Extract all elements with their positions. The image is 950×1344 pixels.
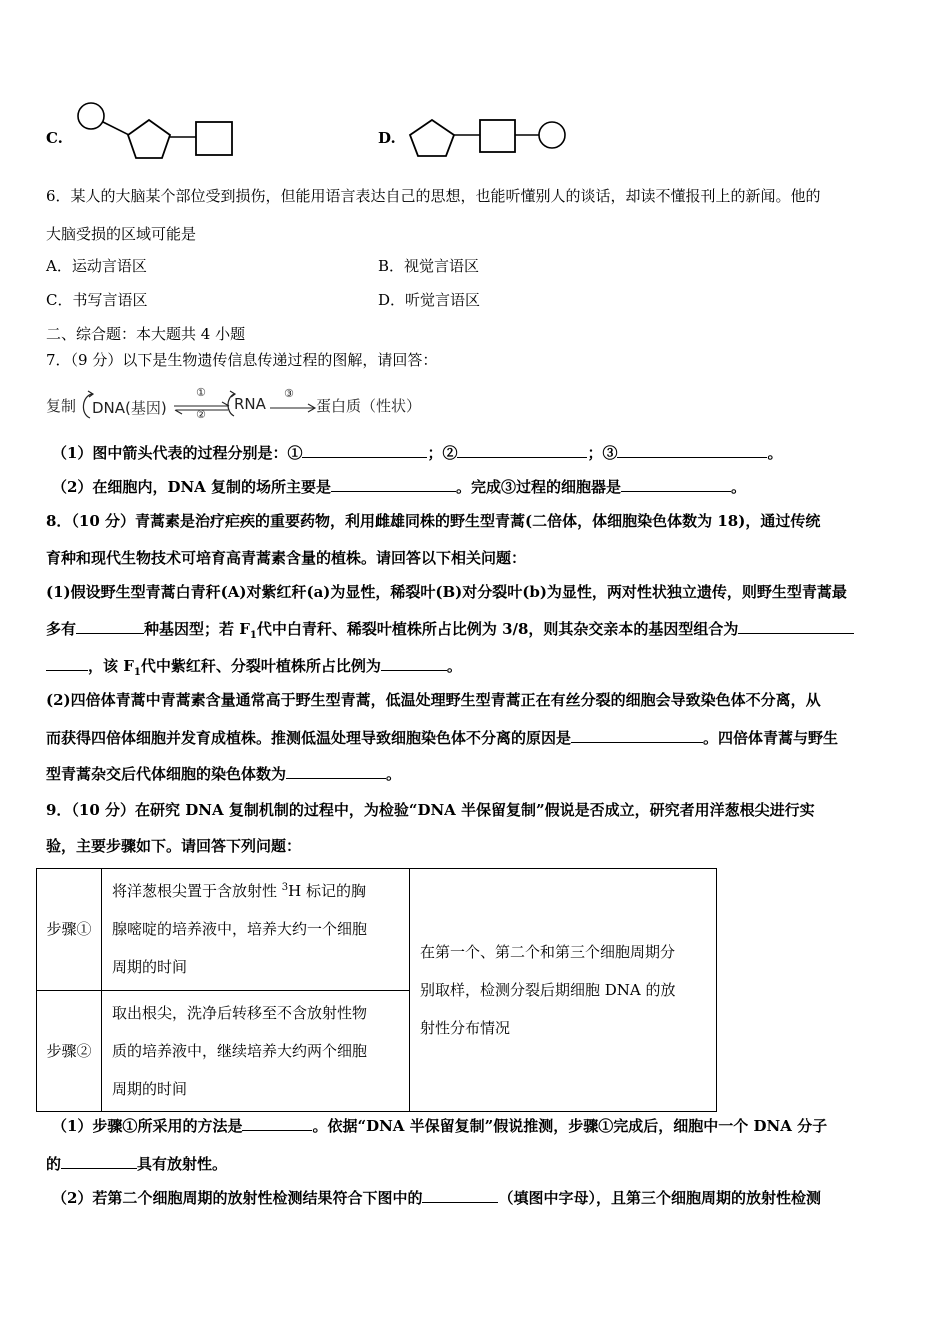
- q7-part2: （2）在细胞内，DNA 复制的场所主要是 。完成③过程的细胞器是 。: [52, 478, 747, 496]
- phosphate-circle: [539, 122, 565, 148]
- answer-blank[interactable]: [617, 443, 767, 458]
- genetic-info-flow-diagram: [46, 386, 446, 426]
- answer-blank[interactable]: [242, 1116, 312, 1131]
- q7-stem: 7．（9 分）以下是生物遗传信息传递过程的图解，请回答：: [46, 351, 438, 369]
- q8-part1-line2: 多有 种基因型；若 $F_1$代中白青秆、稀裂叶植株所占比例为 3/8，则其杂交亲本的基因型组合为: [46, 619, 854, 639]
- answer-blank[interactable]: [76, 619, 144, 634]
- phosphate-circle: [78, 103, 104, 129]
- answer-blank[interactable]: [422, 1188, 498, 1203]
- dna-label: DNA(基因): [92, 399, 167, 417]
- answer-blank[interactable]: [381, 656, 447, 671]
- step2-description: 取出根尖，洗净后转移至不含放射性物 质的培养液中，继续培养大约两个细胞 周期的时间: [102, 990, 410, 1112]
- section-heading: 二、综合题：本大题共 4 小题: [46, 325, 246, 343]
- q6-option-c: C．书写言语区: [46, 291, 148, 309]
- option-c-label: C.: [46, 129, 63, 147]
- q8-part2-line2: 而获得四倍体细胞并发育成植株。推测低温处理导致细胞染色体不分离的原因是 。四倍体青蒿与野生: [46, 729, 839, 747]
- pentose-pentagon: [128, 120, 170, 158]
- base-square: [196, 122, 232, 155]
- q9-part1-line1: （1）步骤①所采用的方法是 。依据“DNA 半保留复制”假说推测，步骤①完成后，细胞中一个 DNA 分子: [52, 1117, 828, 1135]
- answer-blank[interactable]: [331, 477, 456, 492]
- answer-blank[interactable]: [61, 1154, 137, 1169]
- q6-stem-line1: 6．某人的大脑某个部位受到损伤，但能用语言表达自己的思想，也能听懂别人的谈话，却读不懂报刊上的新闻。他的: [46, 187, 821, 205]
- replicate-label: 复制: [46, 397, 77, 415]
- q6-option-a: A．运动言语区: [46, 257, 147, 275]
- protein-label: 蛋白质（性状）: [316, 397, 422, 415]
- q9-part2-line1: （2）若第二个细胞周期的放射性检测结果符合下图中的 （填图中字母），且第三个细胞周期的放射性检测: [52, 1189, 821, 1207]
- arrow2-label: ②: [196, 408, 206, 421]
- arrow3-label: ③: [284, 387, 294, 400]
- q7-part1: （1）图中箭头代表的过程分别是：① ；② ；③ 。: [52, 444, 783, 462]
- q8-part1-line1: (1)假设野生型青蒿白青秆(A)对紫红秆(a)为显性，稀裂叶(B)对分裂叶(b)为显性，两对性状独立遗传，则野生型青蒿最: [46, 583, 847, 601]
- base-square: [480, 120, 515, 152]
- q9-stem-line2: 验，主要步骤如下。请回答下列问题：: [46, 837, 302, 855]
- answer-blank[interactable]: [738, 619, 854, 634]
- option-d-structure: [404, 112, 574, 162]
- q6-stem-line2: 大脑受损的区域可能是: [46, 225, 197, 243]
- q9-part1-line2: 的 具有放射性。: [46, 1155, 228, 1173]
- answer-blank[interactable]: [286, 764, 386, 779]
- answer-blank[interactable]: [621, 477, 731, 492]
- answer-blank[interactable]: [302, 443, 427, 458]
- table-row: [37, 869, 717, 991]
- step1-description: 将洋葱根尖置于含放射性 $^3$H 标记的胸 腺嘧啶的培养液中，培养大约一个细胞 周期的时间: [102, 869, 410, 991]
- q8-part1-line3: ，该 $F_1$代中紫红秆、分裂叶植株所占比例为 。: [46, 656, 462, 676]
- q6-option-b: B．视觉言语区: [378, 257, 480, 275]
- pentose-pentagon: [410, 120, 454, 156]
- q9-stem-line1: 9．（10 分）在研究 DNA 复制机制的过程中，为检验“DNA 半保留复制”假说是否成立，研究者用洋葱根尖进行实: [46, 801, 815, 819]
- step2-label: 步骤②: [37, 990, 102, 1112]
- sampling-description: 在第一个、第二个和第三个细胞周期分 别取样，检测分裂后期细胞 DNA 的放 射性分布情况: [410, 869, 717, 1112]
- experiment-steps-table: [36, 868, 717, 1112]
- q6-option-d: D．听觉言语区: [378, 291, 481, 309]
- option-c-structure: [74, 100, 244, 162]
- step1-label: 步骤①: [37, 869, 102, 991]
- q8-stem-line1: 8．（10 分）青蒿素是治疗疟疾的重要药物，利用雌雄同株的野生型青蒿(二倍体，体细胞染色体数为 18)，通过传统: [46, 512, 821, 530]
- q8-stem-line2: 育种和现代生物技术可培育高青蒿素含量的植株。请回答以下相关问题：: [46, 549, 527, 567]
- arrow1-label: ①: [196, 386, 206, 399]
- answer-blank[interactable]: [571, 728, 703, 743]
- answer-blank[interactable]: [457, 443, 587, 458]
- q8-part2-line1: (2)四倍体青蒿中青蒿素含量通常高于野生型青蒿，低温处理野生型青蒿正在有丝分裂的细胞会导致染色体不分离，从: [46, 691, 821, 709]
- rna-label: RNA: [234, 395, 266, 413]
- answer-blank[interactable]: [46, 656, 88, 671]
- q8-part2-line3: 型青蒿杂交后代体细胞的染色体数为 。: [46, 765, 402, 783]
- option-d-label: D.: [378, 129, 396, 147]
